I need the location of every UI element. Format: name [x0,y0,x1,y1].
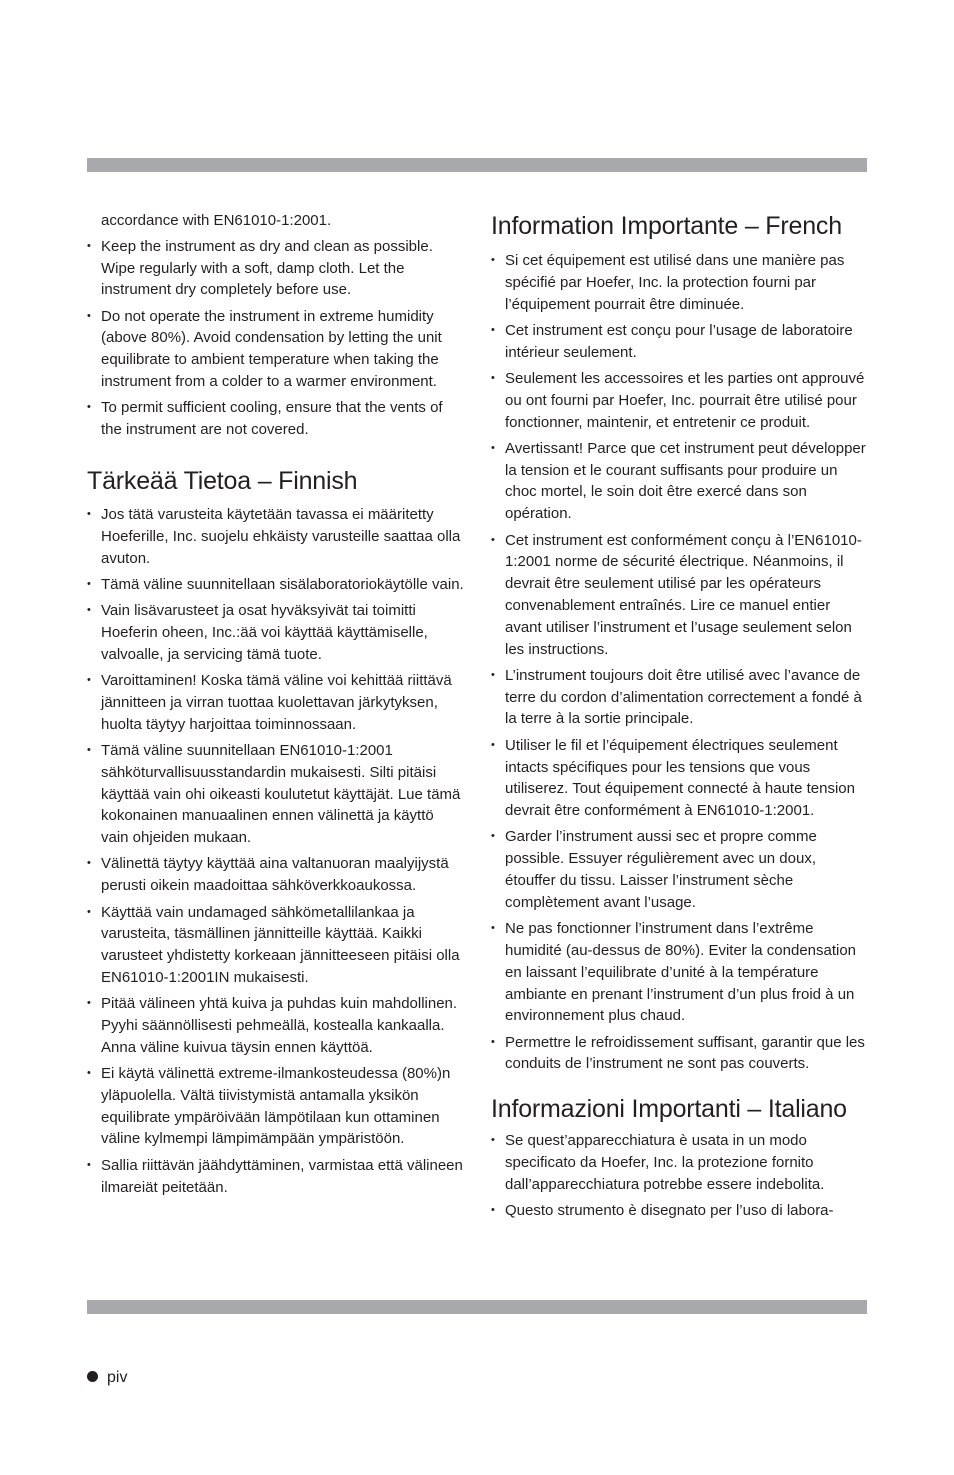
list-item: • Do not operate the instrument in extreme humidity (above 80%). Avoid condensation by letting the unit equilibrate to ambient temperature when taking the instrument from a colder to a warmer environment. [87,306,465,393]
list-item: • Välinettä täytyy käyttää aina valtanuoran maalyijystä perusti oikein maadoittaa sähköverkkoaukossa. [87,853,465,897]
list-item: • Cet instrument est conçu pour l’usage de laboratoire intérieur seulement. [491,320,869,364]
list-item: • Se quest’apparecchiatura è usata in un modo specificato da Hoefer, Inc. la protezione fornito dall’apparecchiatura potrebbe essere indebolita. [491,1130,869,1195]
list-item: • Garder l’instrument aussi sec et propre comme possible. Essuyer régulièrement avec un doux, étouffer du tissu. Laisser l’instrument sèche complètement avant l’usage. [491,826,869,913]
page-footer [87,1368,127,1388]
english-bullets [87,236,465,441]
list-item: • Keep the instrument as dry and clean as possible. Wipe regularly with a soft, damp cloth. Let the instrument dry completely before use. [87,236,465,301]
list-item: • Ne pas fonctionner l’instrument dans l’extrême humidité (au-dessus de 80%). Eviter la condensation en laissant l’equilibrate d’unité à la température ambiante en prenant l’instrument d’un plus froid à un environnement plus chaud. [491,918,869,1027]
list-item: • L’instrument toujours doit être utilisé avec l’avance de terre du cordon d’alimentation correctement a fondé à la terre à la sortie principale. [491,665,869,730]
list-item: • Utiliser le fil et l’équipement électriques seulement intacts spécifiques pour les tensions que vous utiliserez. Tout équipement connecté à haute tension devrait être conformément à EN61010-1:2001. [491,735,869,822]
list-item: • Varoittaminen! Koska tämä väline voi kehittää riittävä jännitteen ja virran tuottaa kuolettavan järkytyksen, huolta täytyy harjoittaa toiminnossaan. [87,670,465,735]
finnish-heading: Tärkeää Tietoa – Finnish [87,466,358,495]
top-rule [87,158,867,172]
right-column [491,210,869,1226]
list-item: • Avertissant! Parce que cet instrument peut développer la tension et le courant suffisants pour produire un choc mortel, le soin doit être exercé dans son opération. [491,438,869,525]
page-number: piv [107,1369,128,1386]
list-item: • Ei käytä välinettä extreme-ilmankosteudessa (80%)n yläpuolella. Vältä tiivistymistä antamalla yksikön equilibrate ympäröivään lämpötilaan kun ottaminen väline kylmempi lämpimämpään ympäristöön. [87,1063,465,1150]
french-heading: Information Importante – French [491,212,842,240]
list-item: • Sallia riittävän jäähdyttäminen, varmistaa että välineen ilmareiät peitetään. [87,1155,465,1199]
bottom-rule [87,1300,867,1314]
continuation-text: accordance with EN61010-1:2001. [101,212,332,229]
french-bullets [491,250,869,1075]
list-item: • Seulement les accessoires et les parties ont approuvé ou ont fourni par Hoefer, Inc. pourrait être utilisé pour fonctionner, maintenir, et entretenir ce produit. [491,368,869,433]
list-item: • Cet instrument est conformément conçu à l’EN61010-1:2001 norme de sécurité électrique. Néanmoins, il devrait être seulement utilisé par les opérateurs convenablement entraînés. Lire ce manuel entier avant utiliser l’instrument et l’usage seulement selon les instructions. [491,530,869,661]
italian-heading: Informazioni Importanti – Italiano [491,1095,847,1124]
finnish-bullets [87,504,465,1198]
list-item: • Pitää välineen yhtä kuiva ja puhdas kuin mahdollinen. Pyyhi säännöllisesti pehmeällä, kostealla kankaalla. Anna väline kuivua täysin ennen käyttöä. [87,993,465,1058]
bullet-dot-icon [87,1371,98,1382]
list-item: • Jos tätä varusteita käytetään tavassa ei määritetty Hoeferille, Inc. suojelu ehkäisty varusteille saattaa olla avuton. [87,504,465,569]
list-item: • To permit sufficient cooling, ensure that the vents of the instrument are not covered. [87,397,465,441]
list-item: • Tämä väline suunnitellaan EN61010-1:2001 sähköturvallisuusstandardin mukaisesti. Silti pitäisi käyttää vain ohi oikeasti koulutetut käyttäjät. Lue tämä kokonainen manuaalinen ennen välinettä ja käyttö vain ohjeiden mukaan. [87,740,465,849]
list-item: • Si cet équipement est utilisé dans une manière pas spécifié par Hoefer, Inc. la protection fourni par l’équipement pourrait être diminuée. [491,250,869,315]
list-item: • Questo strumento è disegnato per l’uso di labora- [491,1200,869,1222]
italian-bullets [491,1130,869,1222]
list-item: • Käyttää vain undamaged sähkömetallilankaa ja varusteita, täsmällinen jännitteille käyttää. Kaikki varusteet yhdistetty korkeaan jännitteeseen pitäisi olla EN61010-1:2001IN mukaisesti. [87,902,465,989]
list-item: • Permettre le refroidissement suffisant, garantir que les conduits de l’instrument ne sont pas couverts. [491,1032,869,1076]
left-column [87,210,465,1203]
list-item: • Vain lisävarusteet ja osat hyväksyivät tai toimitti Hoeferin oheen, Inc.:ää voi käyttää käyttämiselle, valvoalle, ja servicing tämä tuote. [87,600,465,665]
list-item: • Tämä väline suunnitellaan sisälaboratoriokäytölle vain. [87,574,465,596]
